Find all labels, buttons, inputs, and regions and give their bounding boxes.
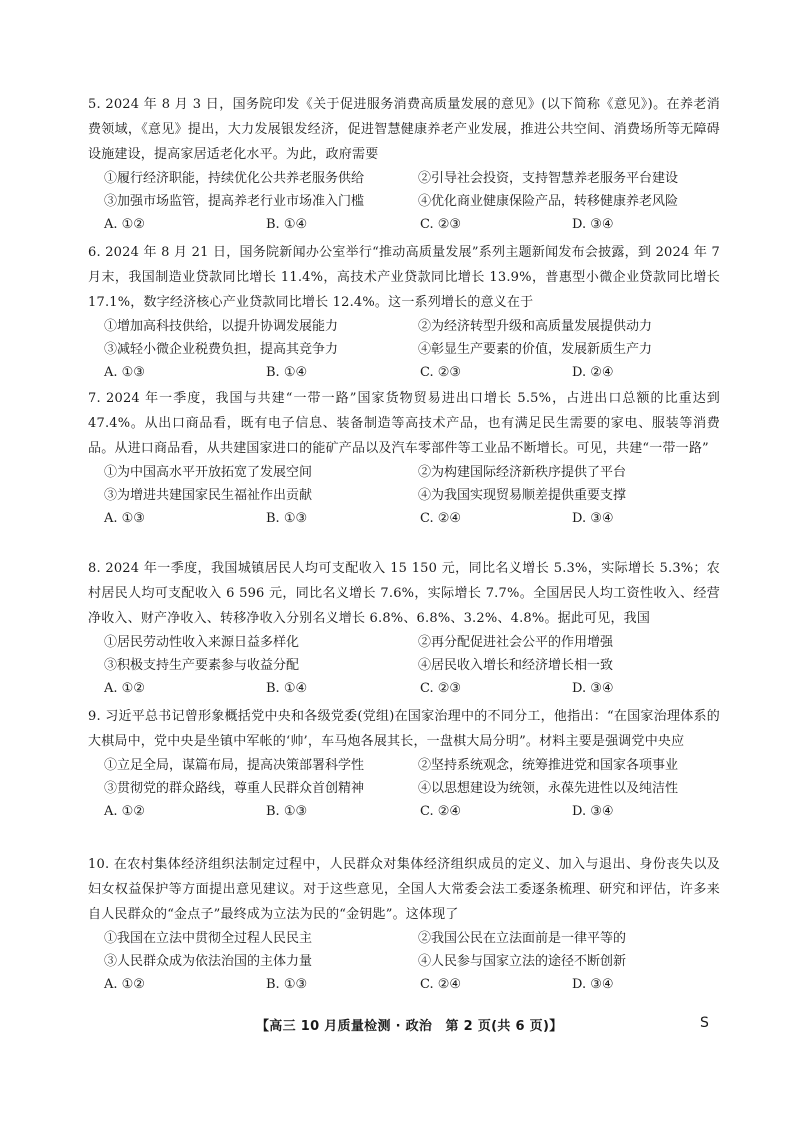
question-6: [88, 240, 720, 384]
option-2: ②坚持系统观念，统筹推进党和国家各项事业: [418, 758, 679, 773]
question-stem: 6. 2024 年 8 月 21 日，国务院新闻办公室举行“推动高质量发展”系列主题新闻发布会披露，到 2024 年 7 月末，我国制造业贷款同比增长 11.4%，高技术产业贷款同比增长 13.9%，普惠型小微企业贷款同比增长 17.1%，数字经济核心产业贷款同比增长 12.4%。这一系列增长的意义在于: [88, 245, 720, 310]
question-stem: 5. 2024 年 8 月 3 日，国务院印发《关于促进服务消费高质量发展的意见》(以下简称《意见》)。在养老消费领域，《意见》提出，大力发展银发经济，促进智慧健康养老产业发展，推进公共空间、消费场所等无障碍设施建设，提高家居适老化水平。为此，政府需要: [88, 97, 720, 162]
option-2: ②为经济转型升级和高质量发展提供动力: [418, 319, 653, 334]
question-10: [88, 852, 720, 996]
page-footer: [0, 1015, 794, 1041]
option-row: [88, 167, 720, 190]
option-row: [88, 484, 720, 507]
answer-row: [88, 800, 720, 823]
answer-row: [88, 507, 720, 530]
option-1: ①增加高科技供给，以提升协调发展能力: [104, 319, 339, 334]
answer-a: A. ①②: [104, 217, 145, 232]
option-2: ②我国公民在立法面前是一律平等的: [418, 931, 627, 946]
option-row: [88, 190, 720, 213]
answer-a: A. ①③: [104, 365, 145, 380]
option-row: [88, 654, 720, 677]
question-stem: 10. 在农村集体经济组织法制定过程中，人民群众对集体经济组织成员的定义、加入与退出、身份丧失以及妇女权益保护等方面提出意见建议。对于这些意见，全国人大常委会法工委逐条梳理、研究和评估，许多来自人民群众的“金点子”最终成为立法为民的“金钥匙”。这体现了: [88, 857, 720, 922]
answer-b: B. ①③: [266, 977, 308, 992]
question-8: [88, 556, 720, 700]
option-3: ③加强市场监管，提高养老行业市场准入门槛: [104, 194, 365, 209]
option-row: [88, 754, 720, 777]
answer-a: A. ①②: [104, 804, 145, 819]
answer-c: C. ②③: [420, 365, 462, 380]
answer-b: B. ①③: [266, 804, 308, 819]
option-4: ④彰显生产要素的价值，发展新质生产力: [418, 342, 653, 357]
answer-c: C. ②④: [420, 511, 462, 526]
answer-c: C. ②④: [420, 977, 462, 992]
answer-d: D. ③④: [572, 511, 614, 526]
question-stem: 7. 2024 年一季度，我国与共建“一带一路”国家货物贸易进出口增长 5.5%，占进出口总额的比重达到 47.4%。从出口商品看，既有电子信息、装备制造等高技术产品，也有满足民生需要的家电、服装等消费品。从进口商品看，从共建国家进口的能矿产品以及汽车零部件等工业品不断增长。可见，共建“一带一路”: [88, 391, 720, 456]
option-1: ①我国在立法中贯彻全过程人民民主: [104, 931, 313, 946]
answer-b: B. ①④: [266, 365, 308, 380]
option-1: ①履行经济职能，持续优化公共养老服务供给: [104, 171, 365, 186]
answer-row: [88, 361, 720, 384]
option-3: ③积极支持生产要素参与收益分配: [104, 658, 300, 673]
answer-row: [88, 677, 720, 700]
answer-a: A. ①②: [104, 681, 145, 696]
option-2: ②引导社会投资，支持智慧养老服务平台建设: [418, 171, 679, 186]
answer-d: D. ③④: [572, 804, 614, 819]
question-7: [88, 386, 720, 530]
question-5: [88, 92, 720, 236]
option-4: ④优化商业健康保险产品，转移健康养老风险: [418, 194, 679, 209]
answer-b: B. ①③: [266, 511, 308, 526]
option-row: [88, 777, 720, 800]
option-row: [88, 315, 720, 338]
option-2: ②再分配促进社会公平的作用增强: [418, 635, 614, 650]
option-3: ③贯彻党的群众路线，尊重人民群众首创精神: [104, 781, 365, 796]
option-4: ④以思想建设为统领，永葆先进性以及纯洁性: [418, 781, 679, 796]
answer-b: B. ①④: [266, 681, 308, 696]
answer-row: [88, 213, 720, 236]
answer-d: D. ③④: [572, 217, 614, 232]
footer-mark: S: [700, 1015, 709, 1031]
option-row: [88, 461, 720, 484]
question-9: [88, 704, 720, 823]
option-row: [88, 950, 720, 973]
answer-a: A. ①②: [104, 977, 145, 992]
option-4: ④居民收入增长和经济增长相一致: [418, 658, 614, 673]
answer-d: D. ③④: [572, 977, 614, 992]
option-3: ③人民群众成为依法治国的主体力量: [104, 954, 313, 969]
answer-b: B. ①④: [266, 217, 308, 232]
answer-d: D. ②④: [572, 365, 614, 380]
answer-d: D. ③④: [572, 681, 614, 696]
footer-label: 【高三 10 月质量检测 · 政治 第 2 页(共 6 页)】: [256, 1019, 563, 1034]
option-1: ①为中国高水平开放拓宽了发展空间: [104, 465, 313, 480]
answer-c: C. ②④: [420, 804, 462, 819]
option-1: ①立足全局，谋篇布局，提高决策部署科学性: [104, 758, 365, 773]
question-stem: 9. 习近平总书记曾形象概括党中央和各级党委(党组)在国家治理中的不同分工，他指出：“在国家治理体系的大棋局中，党中央是坐镇中军帐的‘帅’，车马炮各展其长，一盘棋大局分明”。材料主要是强调党中央应: [88, 709, 720, 749]
answer-c: C. ②③: [420, 681, 462, 696]
option-4: ④为我国实现贸易顺差提供重要支撑: [418, 488, 627, 503]
option-3: ③为增进共建国家民生福祉作出贡献: [104, 488, 313, 503]
question-stem: 8. 2024 年一季度，我国城镇居民人均可支配收入 15 150 元，同比名义增长 5.3%，实际增长 5.3%；农村居民人均可支配收入 6 596 元，同比名义增长 7.6%，实际增长 7.7%。全国居民人均工资性收入、经营净收入、财产净收入、转移净收入分别名义增长 6.8%、6.8%、3.2%、4.8%。据此可见，我国: [88, 561, 720, 626]
option-2: ②为构建国际经济新秩序提供了平台: [418, 465, 627, 480]
answer-a: A. ①③: [104, 511, 145, 526]
option-3: ③减轻小微企业税费负担，提高其竞争力: [104, 342, 339, 357]
option-1: ①居民劳动性收入来源日益多样化: [104, 635, 300, 650]
option-row: [88, 927, 720, 950]
answer-c: C. ②③: [420, 217, 462, 232]
answer-row: [88, 973, 720, 996]
option-row: [88, 338, 720, 361]
option-row: [88, 631, 720, 654]
option-4: ④人民参与国家立法的途径不断创新: [418, 954, 627, 969]
